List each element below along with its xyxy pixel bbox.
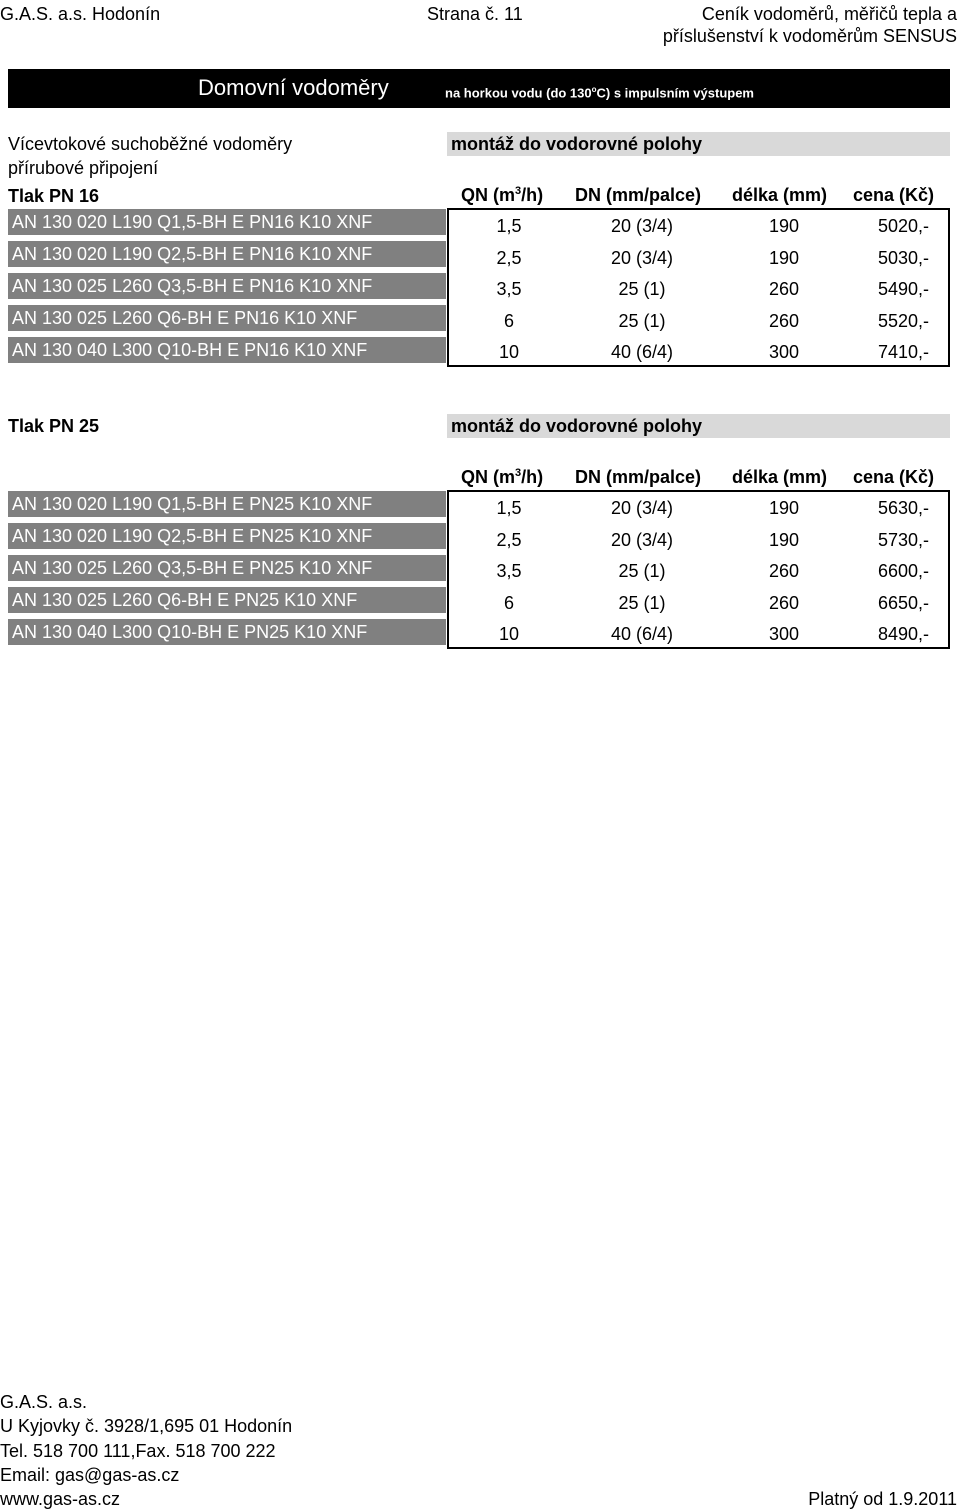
row-label: AN 130 025 L260 Q3,5-BH E PN25 K10 XNF [8, 555, 446, 581]
table-row: 3,5 25 (1) 260 6600,- [496, 561, 929, 582]
table-row: 2,5 20 (3/4) 190 5730,- [496, 529, 929, 550]
company-name: G.A.S. a.s. Hodonín [0, 4, 161, 24]
pressure-pn16: Tlak PN 16 [8, 186, 100, 206]
mounting-note-2: montáž do vodorovné polohy [447, 414, 950, 438]
banner-sub-post: C) s impulsním výstupem [596, 85, 754, 101]
row-label: AN 130 020 L190 Q1,5-BH E PN16 K10 XNF [8, 209, 446, 235]
footer-address: U Kyjovky č. 3928/1,695 01 Hodonín [0, 1416, 293, 1436]
meter-type: Vícevtokové suchoběžné vodoměry [8, 134, 293, 154]
title-line-2: příslušenství k vodoměrům SENSUS [662, 26, 957, 46]
col-length: délka (mm) [732, 185, 828, 205]
banner-subtitle [445, 82, 754, 101]
footer-company: G.A.S. a.s. [0, 1392, 88, 1412]
footer-email[interactable]: Email: gas@gas-as.cz [0, 1465, 180, 1485]
col-qn: QN $(m^3/h)$ [461, 467, 544, 487]
col-price: cena (Kč) [853, 467, 935, 487]
price-table-pn25 [447, 490, 950, 649]
row-label: AN 130 020 L190 Q1,5-BH E PN25 K10 XNF [8, 491, 446, 517]
title-line-1: Ceník vodoměrů, měřičů tepla a [701, 4, 957, 24]
table-row: 6 25 (1) 260 5520,- [503, 310, 929, 331]
col-qn: QN $(m^3/h)$ [461, 185, 544, 205]
table-row: 10 40 (6/4) 300 7410,- [498, 341, 929, 362]
row-label: AN 130 020 L190 Q2,5-BH E PN16 K10 XNF [8, 241, 446, 267]
table-row: 1,5 20 (3/4) 190 5020,- [496, 216, 929, 237]
table-row: 1,5 20 (3/4) 190 5630,- [496, 498, 929, 519]
mounting-note-1: montáž do vodorovné polohy [447, 132, 950, 156]
table-row: 6 25 (1) 260 6650,- [503, 592, 929, 613]
document-title [663, 3, 957, 47]
row-label: AN 130 025 L260 Q3,5-BH E PN16 K10 XNF [8, 273, 446, 299]
row-label: AN 130 040 L300 Q10-BH E PN16 K10 XNF [8, 337, 446, 363]
row-label: AN 130 025 L260 Q6-BH E PN16 K10 XNF [8, 305, 446, 331]
column-headers-1 [447, 182, 950, 208]
banner-sub-pre: na horkou vodu (do 130 [445, 85, 592, 101]
row-label: AN 130 025 L260 Q6-BH E PN25 K10 XNF [8, 587, 446, 613]
col-dn: DN (mm/palce) [575, 467, 702, 487]
price-table-pn16 [447, 208, 950, 367]
row-label: AN 130 040 L300 Q10-BH E PN25 K10 XNF [8, 619, 446, 645]
table-row: 10 40 (6/4) 300 8490,- [498, 623, 929, 644]
col-price: cena (Kč) [853, 185, 935, 205]
banner-title: Domovní vodoměry [198, 75, 389, 100]
degree-sup: o [591, 85, 597, 94]
pressure-pn25: Tlak PN 25 [8, 416, 100, 436]
valid-from: Platný od 1.9.2011 [808, 1489, 957, 1509]
col-dn: DN (mm/palce) [575, 185, 702, 205]
category-banner [8, 69, 950, 108]
table-row: 2,5 20 (3/4) 190 5030,- [496, 247, 929, 268]
footer-phone: Tel. 518 700 111,Fax. 518 700 222 [0, 1441, 276, 1461]
page-number: Strana č. 11 [427, 4, 523, 24]
footer-website[interactable]: www.gas-as.cz [0, 1489, 121, 1509]
row-label: AN 130 020 L190 Q2,5-BH E PN25 K10 XNF [8, 523, 446, 549]
column-headers-2 [447, 464, 950, 490]
col-length: délka (mm) [732, 467, 828, 487]
table-row: 3,5 25 (1) 260 5490,- [496, 279, 929, 300]
connection-type: přírubové připojení [8, 158, 159, 178]
